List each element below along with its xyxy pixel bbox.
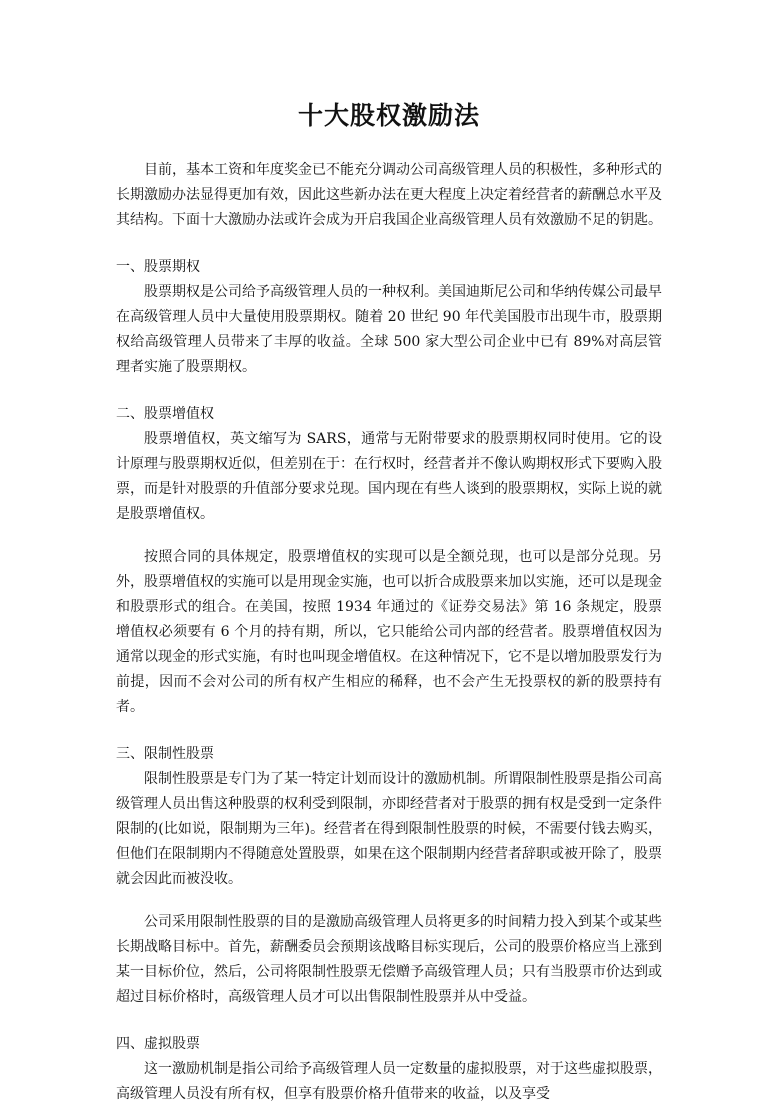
section-heading: 三、限制性股票 [116,746,214,762]
section-paragraph: 这一激励机制是指公司给予高级管理人员一定数量的虚拟股票，对于这些虚拟股票，高级管理人员没有所有权，但享有股票价格升值带来的收益，以及享受 [116,1061,662,1102]
section-heading: 二、股票增值权 [116,406,214,422]
section-paragraph: 股票期权是公司给予高级管理人员的一种权利。美国迪斯尼公司和华纳传媒公司最早在高级管理人员中大量使用股票期权。随着 20 世纪 90 年代美国股市出现牛市，股票期权给高级管理人员带来了丰厚的收益。全球 500 家大型公司企业中已有 89%对高层管理者实施了股票期权。 [116,284,662,375]
page-title: 十大股权激励法 [297,101,480,130]
section-paragraph: 限制性股票是专门为了某一特定计划而设计的激励机制。所谓限制性股票是指公司高级管理人员出售这种股票的权利受到限制，亦即经营者对于股票的拥有权是受到一定条件限制的(比如说，限制期为三年)。经营者在得到限制性股票的时候，不需要付钱去购买，但他们在限制期内不得随意处置股票，如果在这个限制期内经营者辞职或被开除了，股票就会因此而被没收。 [116,771,662,887]
section-heading: 一、股票期权 [116,259,200,275]
intro-paragraph: 目前，基本工资和年度奖金已不能充分调动公司高级管理人员的积极性，多种形式的长期激励办法显得更加有效，因此这些新办法在更大程度上决定着经营者的薪酬总水平及其结构。下面十大激励办法或许会成为开启我国企业高级管理人员有效激励不足的钥匙。 [116,162,662,228]
section-paragraph: 公司采用限制性股票的目的是激励高级管理人员将更多的时间精力投入到某个或某些长期战略目标中。首先，薪酬委员会预期该战略目标实现后，公司的股票价格应当上涨到某一目标价位，然后，公司将限制性股票无偿赠予高级管理人员；只有当股票市价达到或超过目标价格时，高级管理人员才可以出售限制性股票并从中受益。 [116,914,662,1005]
section-paragraph: 按照合同的具体规定，股票增值权的实现可以是全额兑现，也可以是部分兑现。另外，股票增值权的实施可以是用现金实施，也可以折合成股票来加以实施，还可以是现金和股票形式的组合。在美国，按照 1934 年通过的《证券交易法》第 16 条规定，股票增值权必须要有 6 个月的持有期，所以，它只能给公司内部的经营者。股票增值权因为通常以现金的形式实施，有时也叫现金增值权。在这种情况下，它不是以增加股票发行为前提，因而不会对公司的所有权产生相应的稀释，也不会产生无投票权的新的股票持有者。 [116,549,662,715]
section-paragraph: 股票增值权，英文缩写为 SARS，通常与无附带要求的股票期权同时使用。它的设计原理与股票期权近似，但差别在于：在行权时，经营者并不像认购期权形式下要购入股票，而是针对股票的升值部分要求兑现。国内现在有些人谈到的股票期权，实际上说的就是股票增值权。 [116,431,662,522]
section-heading: 四、虚拟股票 [116,1036,200,1052]
